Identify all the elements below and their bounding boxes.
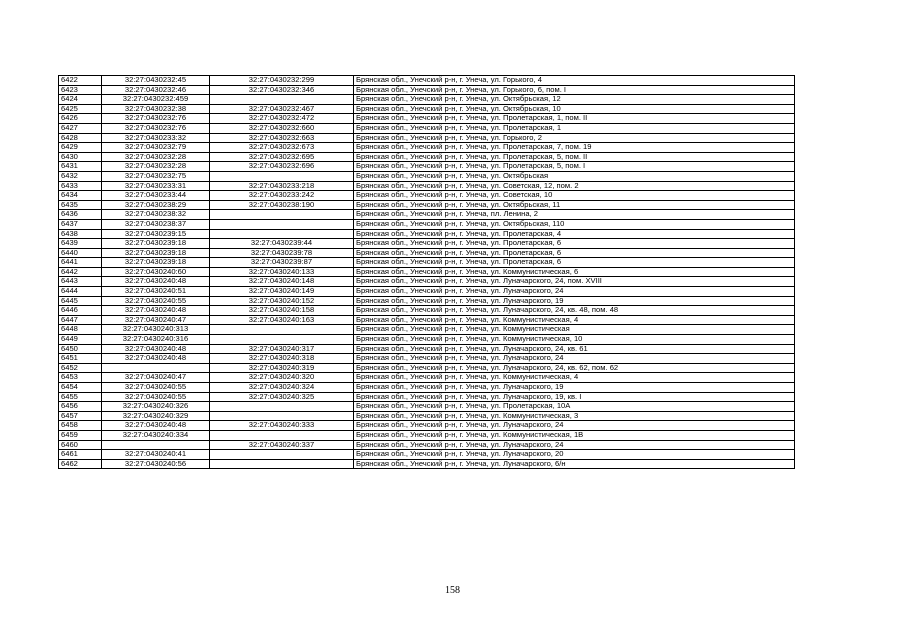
land-parcel-number-cell: 32:27:0430239:18 xyxy=(102,239,210,249)
table-row xyxy=(59,162,795,172)
land-parcel-number-cell: 32:27:0430240:48 xyxy=(102,306,210,316)
address-cell: Брянская обл., Унечский р-н, г. Унеча, ул. Луначарского, 24, кв. 48, пом. 48 xyxy=(354,306,795,316)
object-number-cell: 32:27:0430240:152 xyxy=(210,296,354,306)
row-number-cell: 6427 xyxy=(59,123,102,133)
table-row xyxy=(59,123,795,133)
table-row xyxy=(59,85,795,95)
land-parcel-number-cell: 32:27:0430239:15 xyxy=(102,229,210,239)
object-number-cell: 32:27:0430240:320 xyxy=(210,373,354,383)
land-parcel-number-cell: 32:27:0430240:60 xyxy=(102,267,210,277)
object-number-cell: 32:27:0430240:158 xyxy=(210,306,354,316)
table-row xyxy=(59,306,795,316)
row-number-cell: 6460 xyxy=(59,440,102,450)
land-parcel-number-cell: 32:27:0430240:55 xyxy=(102,296,210,306)
land-parcel-number-cell: 32:27:0430232:76 xyxy=(102,123,210,133)
address-cell: Брянская обл., Унечский р-н, г. Унеча, ул. Пролетарская, 1 xyxy=(354,123,795,133)
object-number-cell xyxy=(210,171,354,181)
table-row xyxy=(59,181,795,191)
cadastral-register-table xyxy=(58,75,795,469)
table-row xyxy=(59,191,795,201)
land-parcel-number-cell: 32:27:0430240:41 xyxy=(102,450,210,460)
address-cell: Брянская обл., Унечский р-н, г. Унеча, ул. Пролетарская, 5, пом. I xyxy=(354,162,795,172)
table-row xyxy=(59,373,795,383)
object-number-cell xyxy=(210,335,354,345)
table-row xyxy=(59,450,795,460)
table-row xyxy=(59,421,795,431)
row-number-cell: 6453 xyxy=(59,373,102,383)
land-parcel-number-cell: 32:27:0430240:316 xyxy=(102,335,210,345)
object-number-cell: 32:27:0430240:325 xyxy=(210,392,354,402)
row-number-cell: 6422 xyxy=(59,76,102,86)
row-number-cell: 6459 xyxy=(59,430,102,440)
land-parcel-number-cell: 32:27:0430238:37 xyxy=(102,219,210,229)
table-row xyxy=(59,267,795,277)
table-row xyxy=(59,277,795,287)
table-row xyxy=(59,143,795,153)
address-cell: Брянская обл., Унечский р-н, г. Унеча, ул. Октябрьская, 10 xyxy=(354,104,795,114)
land-parcel-number-cell xyxy=(102,363,210,373)
address-cell: Брянская обл., Унечский р-н, г. Унеча, ул. Луначарского, 6/н xyxy=(354,459,795,469)
land-parcel-number-cell: 32:27:0430240:48 xyxy=(102,354,210,364)
object-number-cell xyxy=(210,459,354,469)
land-parcel-number-cell: 32:27:0430232:28 xyxy=(102,152,210,162)
row-number-cell: 6446 xyxy=(59,306,102,316)
address-cell: Брянская обл., Унечский р-н, г. Унеча, ул. Коммунистическая, 3 xyxy=(354,411,795,421)
address-cell: Брянская обл., Унечский р-н, г. Унеча, ул. Пролетарская, 6 xyxy=(354,239,795,249)
address-cell: Брянская обл., Унечский р-н, г. Унеча, ул. Пролетарская, 4 xyxy=(354,229,795,239)
land-parcel-number-cell: 32:27:0430232:46 xyxy=(102,85,210,95)
address-cell: Брянская обл., Унечский р-н, г. Унеча, ул. Горького, 4 xyxy=(354,76,795,86)
table-row xyxy=(59,229,795,239)
address-cell: Брянская обл., Унечский р-н, г. Унеча, ул. Октябрьская, 12 xyxy=(354,95,795,105)
address-cell: Брянская обл., Унечский р-н, г. Унеча, ул. Луначарского, 20 xyxy=(354,450,795,460)
address-cell: Брянская обл., Унечский р-н, г. Унеча, ул. Пролетарская, 6 xyxy=(354,258,795,268)
row-number-cell: 6437 xyxy=(59,219,102,229)
address-cell: Брянская обл., Унечский р-н, г. Унеча, ул. Луначарского, 24 xyxy=(354,421,795,431)
row-number-cell: 6455 xyxy=(59,392,102,402)
address-cell: Брянская обл., Унечский р-н, г. Унеча, ул. Луначарского, 24, кв. 61 xyxy=(354,344,795,354)
row-number-cell: 6456 xyxy=(59,402,102,412)
object-number-cell: 32:27:0430240:133 xyxy=(210,267,354,277)
object-number-cell: 32:27:0430240:319 xyxy=(210,363,354,373)
land-parcel-number-cell xyxy=(102,440,210,450)
object-number-cell: 32:27:0430232:695 xyxy=(210,152,354,162)
row-number-cell: 6461 xyxy=(59,450,102,460)
land-parcel-number-cell: 32:27:0430240:51 xyxy=(102,287,210,297)
table-row xyxy=(59,76,795,86)
row-number-cell: 6423 xyxy=(59,85,102,95)
row-number-cell: 6450 xyxy=(59,344,102,354)
address-cell: Брянская обл., Унечский р-н, г. Унеча, ул. Октябрьская, 110 xyxy=(354,219,795,229)
address-cell: Брянская обл., Унечский р-н, г. Унеча, ул. Пролетарская, 10А xyxy=(354,402,795,412)
row-number-cell: 6447 xyxy=(59,315,102,325)
row-number-cell: 6429 xyxy=(59,143,102,153)
address-cell: Брянская обл., Унечский р-н, г. Унеча, ул. Коммунистическая, 4 xyxy=(354,373,795,383)
row-number-cell: 6440 xyxy=(59,248,102,258)
table-row xyxy=(59,363,795,373)
object-number-cell: 32:27:0430239:87 xyxy=(210,258,354,268)
object-number-cell: 32:27:0430240:163 xyxy=(210,315,354,325)
land-parcel-number-cell: 32:27:0430240:48 xyxy=(102,277,210,287)
address-cell: Брянская обл., Унечский р-н, г. Унеча, ул. Пролетарская, 1, пом. II xyxy=(354,114,795,124)
row-number-cell: 6452 xyxy=(59,363,102,373)
address-cell: Брянская обл., Унечский р-н, г. Унеча, ул. Коммунистическая, 4 xyxy=(354,315,795,325)
row-number-cell: 6462 xyxy=(59,459,102,469)
object-number-cell: 32:27:0430232:673 xyxy=(210,143,354,153)
row-number-cell: 6445 xyxy=(59,296,102,306)
row-number-cell: 6433 xyxy=(59,181,102,191)
land-parcel-number-cell: 32:27:0430233:31 xyxy=(102,181,210,191)
table-row xyxy=(59,440,795,450)
table-row xyxy=(59,95,795,105)
address-cell: Брянская обл., Унечский р-н, г. Унеча, ул. Советская, 12, пом. 2 xyxy=(354,181,795,191)
table-row xyxy=(59,114,795,124)
land-parcel-number-cell: 32:27:0430240:47 xyxy=(102,315,210,325)
land-parcel-number-cell: 32:27:0430240:47 xyxy=(102,373,210,383)
land-parcel-number-cell: 32:27:0430239:18 xyxy=(102,258,210,268)
table-row xyxy=(59,344,795,354)
row-number-cell: 6428 xyxy=(59,133,102,143)
object-number-cell: 32:27:0430240:149 xyxy=(210,287,354,297)
object-number-cell xyxy=(210,450,354,460)
row-number-cell: 6425 xyxy=(59,104,102,114)
address-cell: Брянская обл., Унечский р-н, г. Унеча, ул. Коммунистическая, 1В xyxy=(354,430,795,440)
address-cell: Брянская обл., Унечский р-н, г. Унеча, ул. Октябрьская, 11 xyxy=(354,200,795,210)
object-number-cell: 32:27:0430240:337 xyxy=(210,440,354,450)
row-number-cell: 6457 xyxy=(59,411,102,421)
row-number-cell: 6449 xyxy=(59,335,102,345)
object-number-cell: 32:27:0430232:299 xyxy=(210,76,354,86)
object-number-cell: 32:27:0430239:78 xyxy=(210,248,354,258)
object-number-cell: 32:27:0430240:318 xyxy=(210,354,354,364)
table-row xyxy=(59,200,795,210)
row-number-cell: 6424 xyxy=(59,95,102,105)
row-number-cell: 6458 xyxy=(59,421,102,431)
address-cell: Брянская обл., Унечский р-н, г. Унеча, ул. Октябрьская xyxy=(354,171,795,181)
address-cell: Брянская обл., Унечский р-н, г. Унеча, ул. Луначарского, 19, кв. I xyxy=(354,392,795,402)
address-cell: Брянская обл., Унечский р-н, г. Унеча, ул. Луначарского, 24 xyxy=(354,354,795,364)
land-parcel-number-cell: 32:27:0430238:32 xyxy=(102,210,210,220)
land-parcel-number-cell: 32:27:0430239:18 xyxy=(102,248,210,258)
row-number-cell: 6448 xyxy=(59,325,102,335)
address-cell: Брянская обл., Унечский р-н, г. Унеча, ул. Пролетарская, 7, пом. 19 xyxy=(354,143,795,153)
table-row xyxy=(59,459,795,469)
object-number-cell: 32:27:0430238:190 xyxy=(210,200,354,210)
table-row xyxy=(59,219,795,229)
address-cell: Брянская обл., Унечский р-н, г. Унеча, ул. Советская, 10 xyxy=(354,191,795,201)
object-number-cell: 32:27:0430232:346 xyxy=(210,85,354,95)
table-row xyxy=(59,133,795,143)
address-cell: Брянская обл., Унечский р-н, г. Унеча, ул. Луначарского, 19 xyxy=(354,296,795,306)
land-parcel-number-cell: 32:27:0430232:79 xyxy=(102,143,210,153)
land-parcel-number-cell: 32:27:0430240:56 xyxy=(102,459,210,469)
object-number-cell xyxy=(210,210,354,220)
row-number-cell: 6439 xyxy=(59,239,102,249)
table-row xyxy=(59,411,795,421)
object-number-cell xyxy=(210,430,354,440)
object-number-cell: 32:27:0430240:148 xyxy=(210,277,354,287)
address-cell: Брянская обл., Унечский р-н, г. Унеча, ул. Коммунистическая, 10 xyxy=(354,335,795,345)
address-cell: Брянская обл., Унечский р-н, г. Унеча, ул. Коммунистическая, 6 xyxy=(354,267,795,277)
object-number-cell: 32:27:0430233:218 xyxy=(210,181,354,191)
object-number-cell xyxy=(210,95,354,105)
row-number-cell: 6444 xyxy=(59,287,102,297)
table-row xyxy=(59,296,795,306)
land-parcel-number-cell: 32:27:0430240:313 xyxy=(102,325,210,335)
table-row xyxy=(59,402,795,412)
table-row xyxy=(59,335,795,345)
row-number-cell: 6432 xyxy=(59,171,102,181)
object-number-cell: 32:27:0430232:696 xyxy=(210,162,354,172)
table-row xyxy=(59,248,795,258)
address-cell: Брянская обл., Унечский р-н, г. Унеча, пл. Ленина, 2 xyxy=(354,210,795,220)
land-parcel-number-cell: 32:27:0430240:334 xyxy=(102,430,210,440)
land-parcel-number-cell: 32:27:0430232:76 xyxy=(102,114,210,124)
address-cell: Брянская обл., Унечский р-н, г. Унеча, ул. Луначарского, 24 xyxy=(354,440,795,450)
table-row xyxy=(59,258,795,268)
page-number: 158 xyxy=(445,585,460,596)
table-row xyxy=(59,315,795,325)
address-cell: Брянская обл., Унечский р-н, г. Унеча, ул. Горького, 2 xyxy=(354,133,795,143)
object-number-cell: 32:27:0430232:663 xyxy=(210,133,354,143)
land-parcel-number-cell: 32:27:0430240:48 xyxy=(102,421,210,431)
address-cell: Брянская обл., Унечский р-н, г. Унеча, ул. Горького, 6, пом. I xyxy=(354,85,795,95)
row-number-cell: 6430 xyxy=(59,152,102,162)
table-body xyxy=(59,76,795,469)
object-number-cell: 32:27:0430240:324 xyxy=(210,383,354,393)
address-cell: Брянская обл., Унечский р-н, г. Унеча, ул. Пролетарская, 5, пом. II xyxy=(354,152,795,162)
land-parcel-number-cell: 32:27:0430238:29 xyxy=(102,200,210,210)
row-number-cell: 6436 xyxy=(59,210,102,220)
land-parcel-number-cell: 32:27:0430232:75 xyxy=(102,171,210,181)
land-parcel-number-cell: 32:27:0430240:326 xyxy=(102,402,210,412)
object-number-cell xyxy=(210,402,354,412)
row-number-cell: 6442 xyxy=(59,267,102,277)
row-number-cell: 6434 xyxy=(59,191,102,201)
table-row xyxy=(59,171,795,181)
object-number-cell: 32:27:0430240:333 xyxy=(210,421,354,431)
land-parcel-number-cell: 32:27:0430233:44 xyxy=(102,191,210,201)
land-parcel-number-cell: 32:27:0430232:38 xyxy=(102,104,210,114)
row-number-cell: 6441 xyxy=(59,258,102,268)
row-number-cell: 6426 xyxy=(59,114,102,124)
object-number-cell: 32:27:0430232:467 xyxy=(210,104,354,114)
table-row xyxy=(59,210,795,220)
row-number-cell: 6443 xyxy=(59,277,102,287)
land-parcel-number-cell: 32:27:0430240:329 xyxy=(102,411,210,421)
land-parcel-number-cell: 32:27:0430240:48 xyxy=(102,344,210,354)
land-parcel-number-cell: 32:27:0430240:55 xyxy=(102,383,210,393)
object-number-cell xyxy=(210,219,354,229)
table-row xyxy=(59,152,795,162)
land-parcel-number-cell: 32:27:0430232:459 xyxy=(102,95,210,105)
address-cell: Брянская обл., Унечский р-н, г. Унеча, ул. Луначарского, 19 xyxy=(354,383,795,393)
address-cell: Брянская обл., Унечский р-н, г. Унеча, ул. Луначарского, 24 xyxy=(354,287,795,297)
land-parcel-number-cell: 32:27:0430232:28 xyxy=(102,162,210,172)
table-row xyxy=(59,354,795,364)
row-number-cell: 6438 xyxy=(59,229,102,239)
address-cell: Брянская обл., Унечский р-н, г. Унеча, ул. Луначарского, 24, кв. 62, пом. 62 xyxy=(354,363,795,373)
table-row xyxy=(59,430,795,440)
address-cell: Брянская обл., Унечский р-н, г. Унеча, ул. Коммунистическая xyxy=(354,325,795,335)
land-parcel-number-cell: 32:27:0430233:32 xyxy=(102,133,210,143)
object-number-cell: 32:27:0430232:472 xyxy=(210,114,354,124)
row-number-cell: 6431 xyxy=(59,162,102,172)
table-row xyxy=(59,392,795,402)
table-row xyxy=(59,239,795,249)
row-number-cell: 6451 xyxy=(59,354,102,364)
object-number-cell xyxy=(210,229,354,239)
address-cell: Брянская обл., Унечский р-н, г. Унеча, ул. Луначарского, 24, пом. XVIII xyxy=(354,277,795,287)
object-number-cell: 32:27:0430240:317 xyxy=(210,344,354,354)
object-number-cell: 32:27:0430233:242 xyxy=(210,191,354,201)
row-number-cell: 6454 xyxy=(59,383,102,393)
address-cell: Брянская обл., Унечский р-н, г. Унеча, ул. Пролетарская, 6 xyxy=(354,248,795,258)
table-row xyxy=(59,383,795,393)
table-row xyxy=(59,104,795,114)
table-row xyxy=(59,325,795,335)
land-parcel-number-cell: 32:27:0430240:55 xyxy=(102,392,210,402)
object-number-cell: 32:27:0430239:44 xyxy=(210,239,354,249)
object-number-cell xyxy=(210,411,354,421)
object-number-cell: 32:27:0430232:660 xyxy=(210,123,354,133)
table-row xyxy=(59,287,795,297)
land-parcel-number-cell: 32:27:0430232:45 xyxy=(102,76,210,86)
row-number-cell: 6435 xyxy=(59,200,102,210)
object-number-cell xyxy=(210,325,354,335)
